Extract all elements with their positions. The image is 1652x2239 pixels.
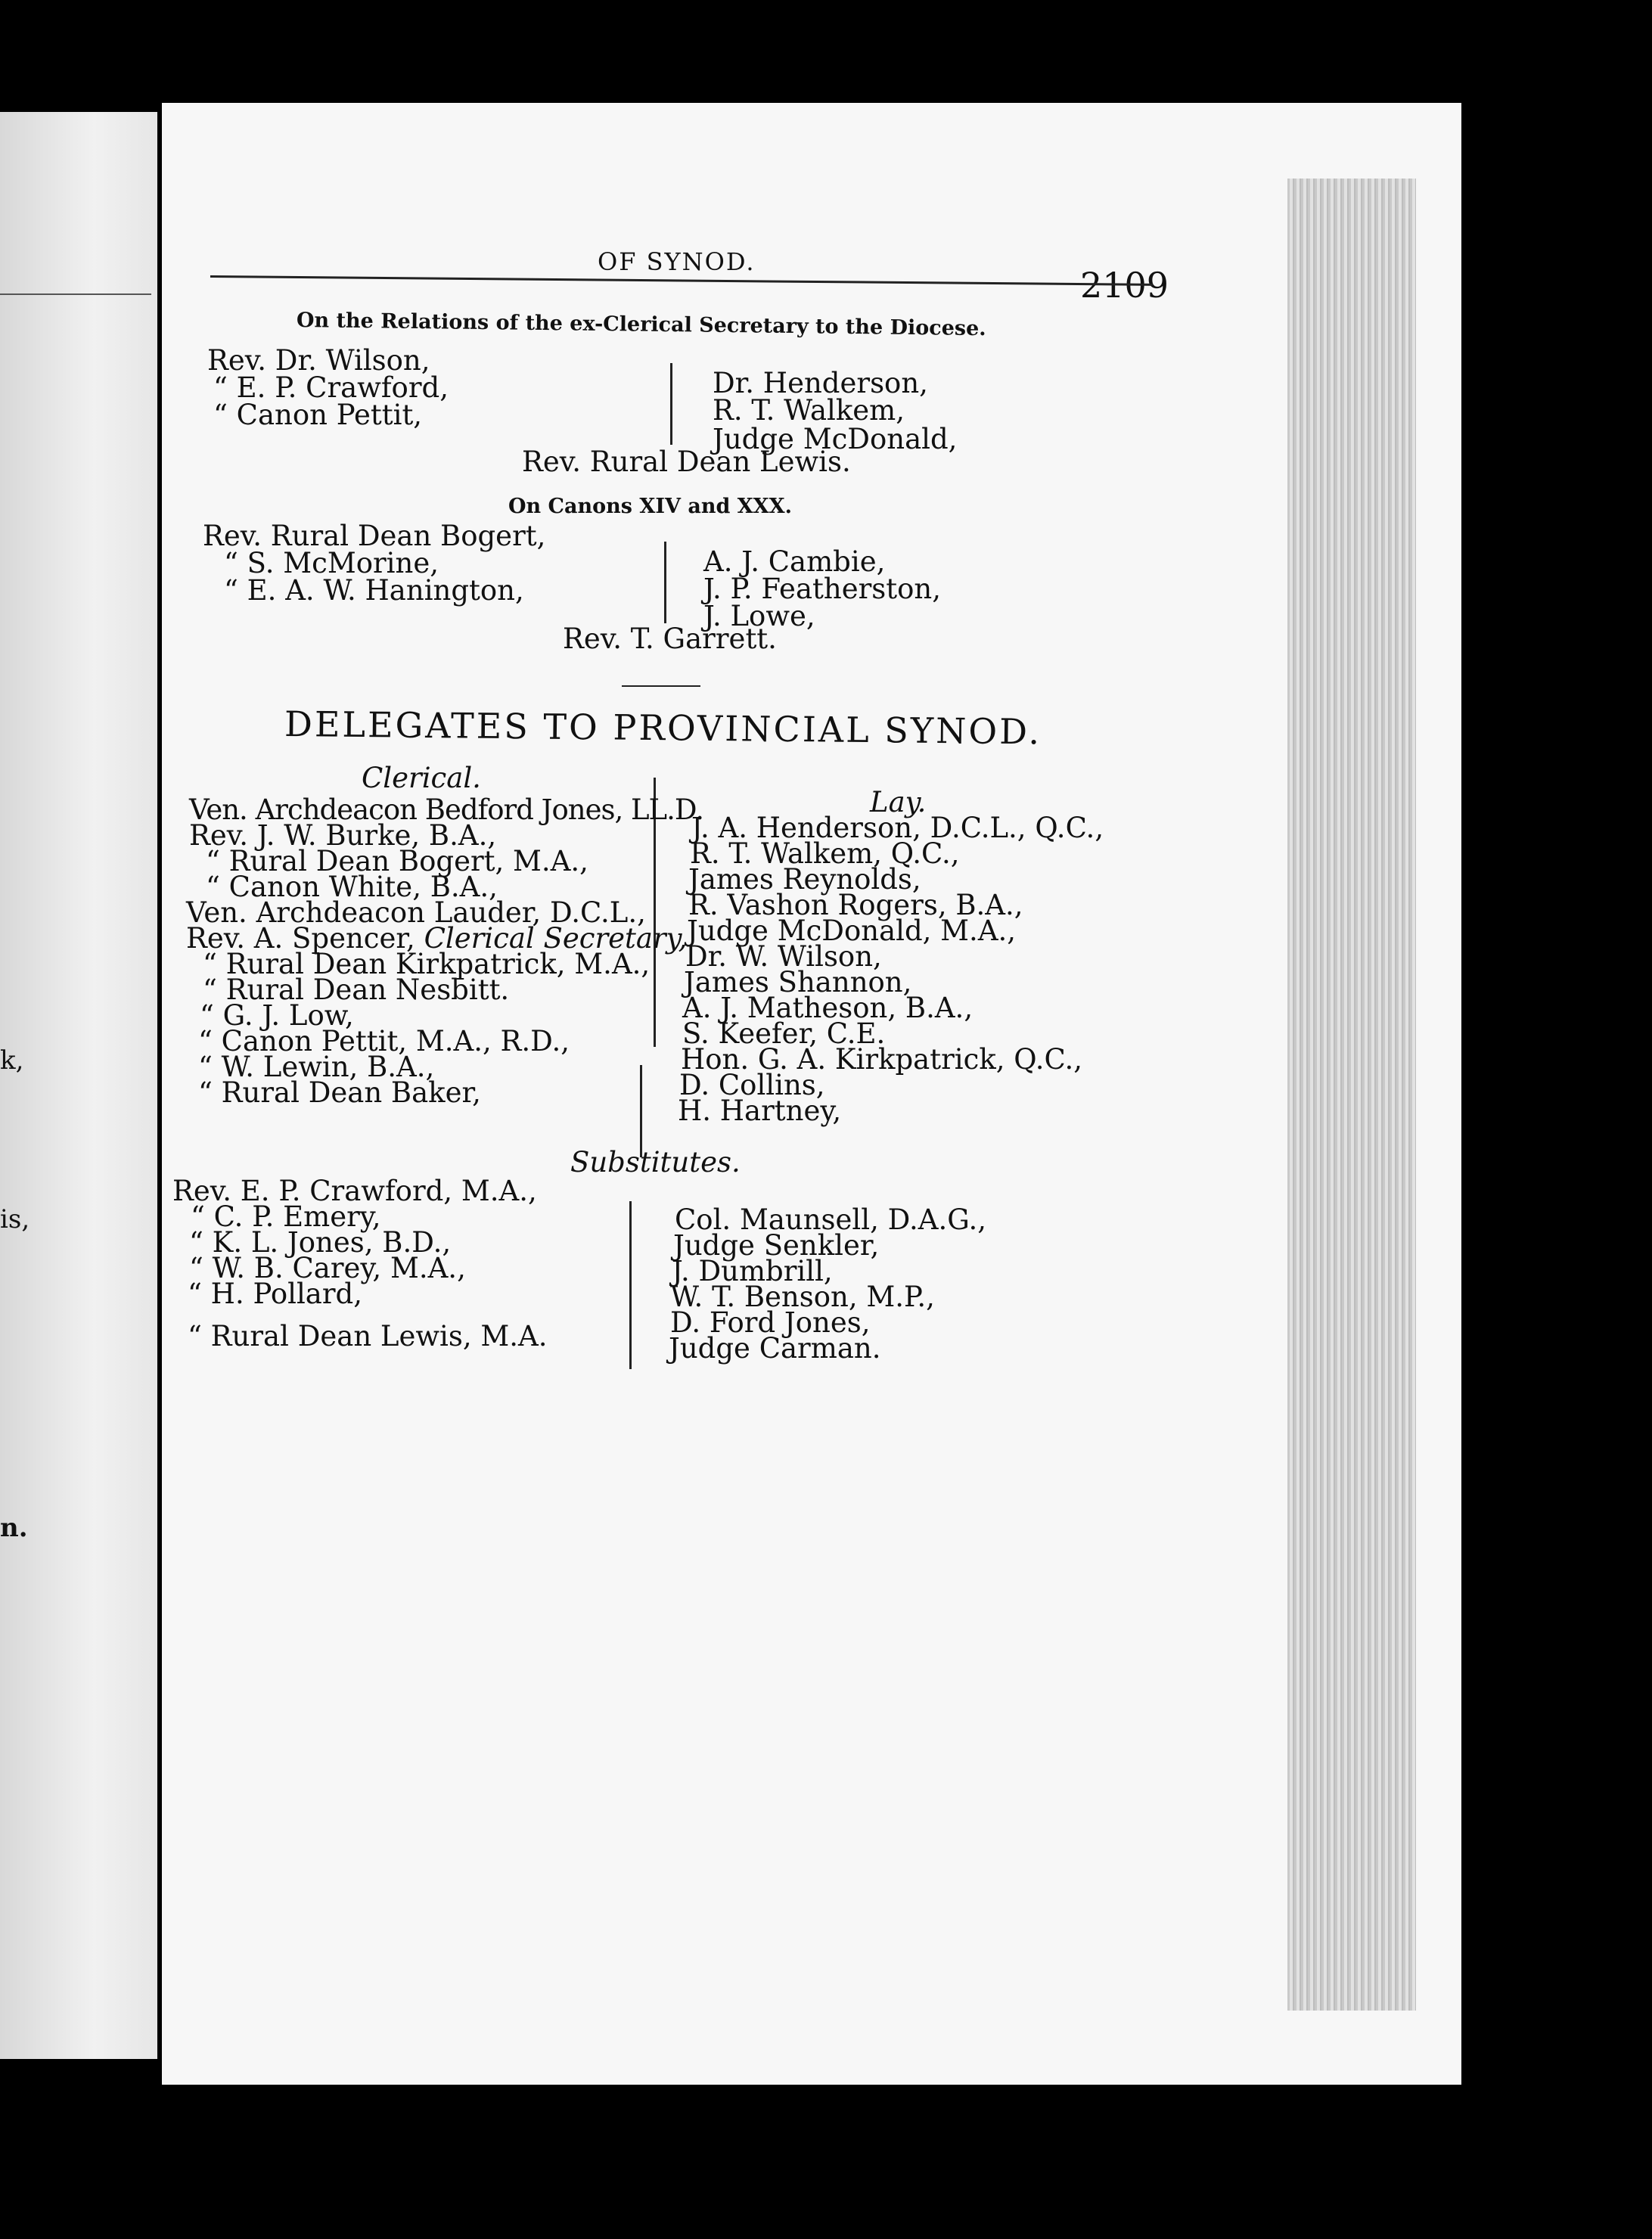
lay-delegate: S. Keefer, C.E. [682, 1017, 886, 1050]
committee-convener: Rev. T. Garrett. [563, 623, 777, 655]
column-divider [629, 1201, 632, 1369]
clerical-delegate: “ Rural Dean Bogert, M.A., [206, 845, 588, 877]
page-number: 2109 [1080, 265, 1169, 306]
committee-member: Judge McDonald, [713, 423, 958, 455]
substitute-clerical: “ C. P. Emery, [191, 1200, 381, 1233]
committee-member: R. T. Walkem, [713, 394, 905, 427]
column-divider [664, 542, 666, 623]
clerical-delegate: “ Canon White, B.A., [206, 871, 498, 903]
committee-member: Rev. Dr. Wilson, [207, 344, 430, 377]
lay-delegate: Hon. G. A. Kirkpatrick, Q.C., [681, 1043, 1083, 1076]
substitute-lay: J. Dumbrill, [672, 1255, 833, 1287]
substitute-clerical: “ H. Pollard, [188, 1278, 362, 1310]
facing-page [0, 112, 157, 2059]
clerical-delegate: “ Rural Dean Baker, [198, 1076, 481, 1109]
lay-delegate: Judge McDonald, M.A., [687, 915, 1017, 947]
substitutes-label: Substitutes. [570, 1146, 741, 1179]
committee-member: Dr. Henderson, [713, 367, 928, 399]
page-block-edge [1287, 179, 1416, 2011]
committee-member: “ S. McMorine, [224, 547, 439, 579]
clerical-label: Clerical. [362, 762, 481, 794]
running-title: OF SYNOD. [598, 247, 756, 276]
facing-page-rule [0, 293, 151, 295]
facing-page-fragment: is, [0, 1204, 30, 1234]
committee-member: “ E. A. W. Hanington, [224, 574, 524, 607]
clerical-delegate: “ G. J. Low, [200, 999, 354, 1032]
delegate-office: Clerical Secretary, [424, 922, 688, 955]
substitute-lay: D. Ford Jones, [670, 1306, 871, 1339]
section-divider [622, 685, 700, 687]
committee-member: J. P. Featherston, [703, 573, 942, 605]
delegate-name: Rev. A. Spencer, [186, 922, 424, 955]
section-title: DELEGATES TO PROVINCIAL SYNOD. [284, 703, 1042, 753]
lay-delegate: James Reynolds, [688, 863, 921, 896]
lay-delegate: J. A. Henderson, D.C.L., Q.C., [691, 812, 1104, 844]
substitute-clerical: “ W. B. Carey, M.A., [189, 1252, 466, 1284]
column-divider [640, 1065, 642, 1157]
committee-member: “ Canon Pettit, [213, 399, 423, 431]
lay-delegate: D. Collins, [679, 1069, 825, 1101]
substitute-lay: Judge Carman. [669, 1332, 881, 1365]
lay-label: Lay. [870, 786, 927, 818]
column-divider [670, 363, 672, 445]
committee-heading: On the Relations of the ex-Clerical Secretary to the Diocese. [296, 309, 986, 341]
substitute-lay: W. T. Benson, M.P., [670, 1281, 935, 1313]
clerical-delegate: “ W. Lewin, B.A., [198, 1051, 435, 1083]
lay-delegate: Dr. W. Wilson, [685, 940, 882, 973]
committee-convener: Rev. Rural Dean Lewis. [522, 446, 851, 478]
facing-page-fragment: k, [0, 1045, 24, 1076]
lay-delegate: A. J. Matheson, B.A., [682, 992, 974, 1024]
substitute-clerical: Rev. E. P. Crawford, M.A., [172, 1175, 537, 1207]
committee-heading: On Canons XIV and XXX. [508, 495, 792, 518]
clerical-delegate: Rev. J. W. Burke, B.A., [189, 819, 497, 852]
clerical-delegate: “ Canon Pettit, M.A., R.D., [198, 1025, 570, 1057]
facing-page-fragment: n. [0, 1513, 28, 1543]
substitute-clerical: “ Rural Dean Lewis, M.A. [188, 1320, 548, 1352]
lay-delegate: H. Hartney, [678, 1095, 842, 1127]
clerical-delegate: Ven. Archdeacon Bedford Jones, LL.D. [189, 793, 703, 826]
committee-member: “ E. P. Crawford, [213, 371, 449, 404]
substitute-clerical: “ K. L. Jones, B.D., [189, 1226, 452, 1259]
substitute-lay: Judge Senkler, [673, 1229, 880, 1262]
lay-delegate: R. T. Walkem, Q.C., [690, 837, 960, 870]
lay-delegate: R. Vashon Rogers, B.A., [688, 889, 1023, 921]
committee-member: A. J. Cambie, [703, 545, 886, 578]
lay-delegate: James Shannon, [684, 966, 912, 998]
committee-member: Rev. Rural Dean Bogert, [203, 520, 546, 552]
committee-member: J. Lowe, [703, 600, 815, 632]
clerical-delegate: “ Rural Dean Kirkpatrick, M.A., [203, 948, 651, 980]
clerical-delegate: Ven. Archdeacon Lauder, D.C.L., [186, 896, 646, 929]
clerical-delegate: “ Rural Dean Nesbitt. [203, 974, 510, 1006]
substitute-lay: Col. Maunsell, D.A.G., [675, 1203, 986, 1236]
